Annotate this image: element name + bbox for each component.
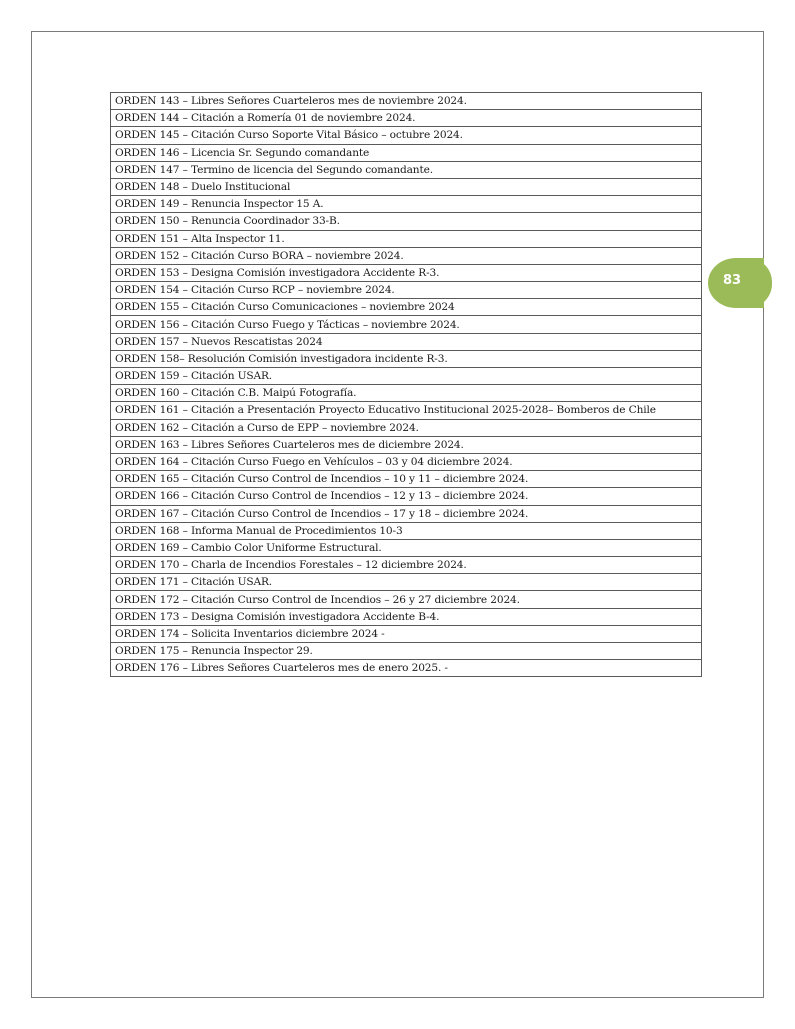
table-row [111, 539, 702, 556]
table-row [111, 93, 702, 110]
table-row [111, 144, 702, 161]
table-row [111, 316, 702, 333]
order-cell: ORDEN 169 – Cambio Color Uniforme Estructural. [111, 539, 702, 556]
table-row [111, 574, 702, 591]
table-row [111, 557, 702, 574]
order-cell: ORDEN 166 – Citación Curso Control de Incendios – 12 y 13 – diciembre 2024. [111, 488, 702, 505]
table-row [111, 660, 702, 677]
order-cell: ORDEN 160 – Citación C.B. Maipú Fotografía. [111, 385, 702, 402]
table-row [111, 368, 702, 385]
table-row [111, 488, 702, 505]
table-row [111, 230, 702, 247]
order-cell: ORDEN 167 – Citación Curso Control de Incendios – 17 y 18 – diciembre 2024. [111, 505, 702, 522]
table-row [111, 110, 702, 127]
table-row [111, 282, 702, 299]
table-row [111, 625, 702, 642]
order-cell: ORDEN 149 – Renuncia Inspector 15 A. [111, 196, 702, 213]
order-cell: ORDEN 153 – Designa Comisión investigadora Accidente R-3. [111, 264, 702, 281]
order-cell: ORDEN 155 – Citación Curso Comunicaciones – noviembre 2024 [111, 299, 702, 316]
table-row [111, 419, 702, 436]
table-row [111, 333, 702, 350]
table-row [111, 196, 702, 213]
orders-table [110, 92, 702, 677]
table-row [111, 299, 702, 316]
table-row [111, 522, 702, 539]
order-cell: ORDEN 165 – Citación Curso Control de Incendios – 10 y 11 – diciembre 2024. [111, 471, 702, 488]
table-row [111, 385, 702, 402]
order-cell: ORDEN 152 – Citación Curso BORA – noviembre 2024. [111, 247, 702, 264]
table-row [111, 643, 702, 660]
table-row [111, 213, 702, 230]
table-row [111, 453, 702, 470]
order-cell: ORDEN 157 – Nuevos Rescatistas 2024 [111, 333, 702, 350]
order-cell: ORDEN 150 – Renuncia Coordinador 33-B. [111, 213, 702, 230]
order-cell: ORDEN 173 – Designa Comisión investigadora Accidente B-4. [111, 608, 702, 625]
table-row [111, 471, 702, 488]
order-cell: ORDEN 143 – Libres Señores Cuarteleros mes de noviembre 2024. [111, 93, 702, 110]
table-row [111, 247, 702, 264]
table-row [111, 161, 702, 178]
order-cell: ORDEN 158– Resolución Comisión investigadora incidente R-3. [111, 350, 702, 367]
order-cell: ORDEN 164 – Citación Curso Fuego en Vehículos – 03 y 04 diciembre 2024. [111, 453, 702, 470]
order-cell: ORDEN 146 – Licencia Sr. Segundo comandante [111, 144, 702, 161]
table-row [111, 178, 702, 195]
table-row [111, 505, 702, 522]
order-cell: ORDEN 163 – Libres Señores Cuarteleros mes de diciembre 2024. [111, 436, 702, 453]
order-cell: ORDEN 159 – Citación USAR. [111, 368, 702, 385]
order-cell: ORDEN 156 – Citación Curso Fuego y Tácticas – noviembre 2024. [111, 316, 702, 333]
order-cell: ORDEN 145 – Citación Curso Soporte Vital Básico – octubre 2024. [111, 127, 702, 144]
order-cell: ORDEN 174 – Solicita Inventarios diciembre 2024 - [111, 625, 702, 642]
order-cell: ORDEN 175 – Renuncia Inspector 29. [111, 643, 702, 660]
order-cell: ORDEN 147 – Termino de licencia del Segundo comandante. [111, 161, 702, 178]
table-row [111, 591, 702, 608]
order-cell: ORDEN 161 – Citación a Presentación Proyecto Educativo Institucional 2025-2028– Bomberos de Chile [111, 402, 702, 419]
page-number: 83 [722, 273, 742, 288]
table-row [111, 264, 702, 281]
table-row [111, 608, 702, 625]
table-row [111, 436, 702, 453]
order-cell: ORDEN 168 – Informa Manual de Procedimientos 10-3 [111, 522, 702, 539]
order-cell: ORDEN 162 – Citación a Curso de EPP – noviembre 2024. [111, 419, 702, 436]
order-cell: ORDEN 172 – Citación Curso Control de Incendios – 26 y 27 diciembre 2024. [111, 591, 702, 608]
order-cell: ORDEN 171 – Citación USAR. [111, 574, 702, 591]
order-cell: ORDEN 176 – Libres Señores Cuarteleros mes de enero 2025. - [111, 660, 702, 677]
order-cell: ORDEN 148 – Duelo Institucional [111, 178, 702, 195]
orders-table-body [111, 93, 702, 677]
order-cell: ORDEN 170 – Charla de Incendios Forestales – 12 diciembre 2024. [111, 557, 702, 574]
table-row [111, 127, 702, 144]
order-cell: ORDEN 144 – Citación a Romería 01 de noviembre 2024. [111, 110, 702, 127]
order-cell: ORDEN 151 – Alta Inspector 11. [111, 230, 702, 247]
table-row [111, 402, 702, 419]
table-row [111, 350, 702, 367]
order-cell: ORDEN 154 – Citación Curso RCP – noviembre 2024. [111, 282, 702, 299]
